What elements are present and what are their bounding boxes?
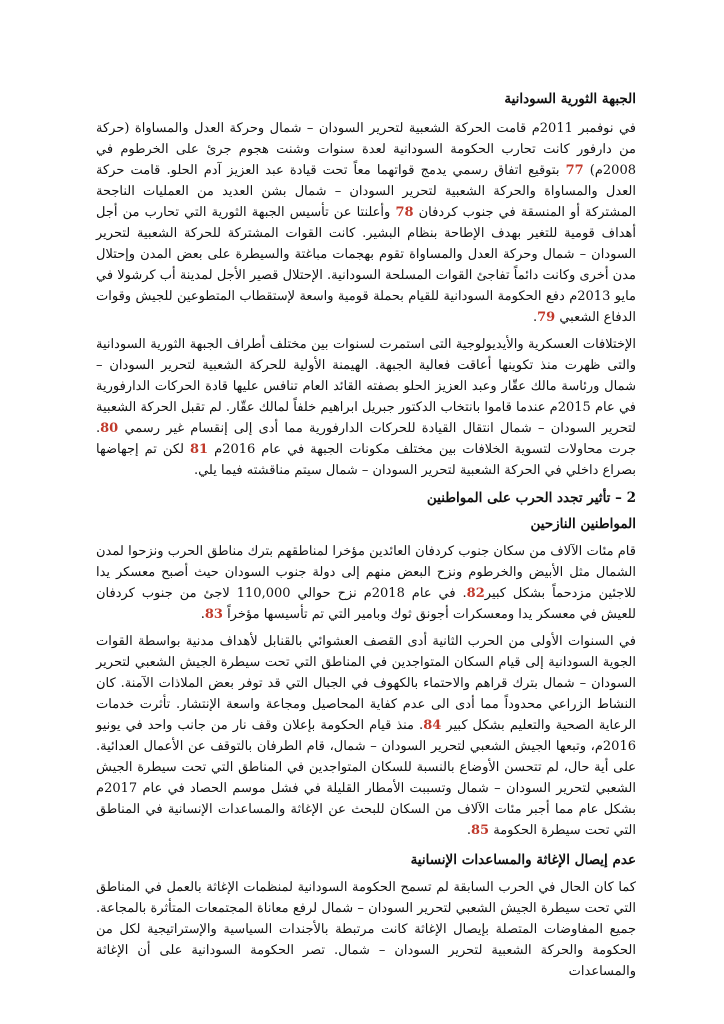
footnote-ref: 78 — [395, 205, 414, 220]
section-heading-war-impact: 2 – تأثير تجدد الحرب على المواطنين — [426, 490, 636, 506]
paragraph-1 — [96, 118, 636, 328]
footnote-ref: 77 — [565, 163, 584, 178]
footnote-ref: 82 — [466, 586, 485, 601]
text-run: لكن تم إجهاضها بصراع داخلي في الحركة الشعبية لتحرير السودان – شمال سيتم مناقشته فيما يلي. — [96, 442, 636, 478]
text-run: في السنوات الأولى من الحرب الثانية أدى القصف العشوائي بالقنابل لأهداف مدنية بواسطة القوات الجوية السودانية إلى قيام السكان المتواجدين في المناطق التي تحت سيطرة الجيش الشعبي لتحرير السودان – شمال بترك قراهم والاحتماء بالكهوف في الجبال التي قد توفر بعض الملاذات الآمنة. كان النشاط الزراعي محدوداً مما أدى الى عدم كفاية المحاصيل ومجاعة واسعة الإنتشار. تأثرت خدمات الرعاية الصحية والتعليم بشكل كبير — [96, 634, 636, 733]
subheading-displaced-citizens: المواطنين النازحين — [530, 516, 636, 532]
paragraph-4 — [96, 631, 636, 841]
subheading-aid-access: عدم إيصال الإغاثة والمساعدات الإنسانية — [410, 852, 636, 868]
footnote-ref: 80 — [100, 421, 119, 436]
footnote-ref: 84 — [423, 718, 442, 733]
section-heading-revolutionary-front: الجبهة الثورية السودانية — [504, 91, 636, 107]
footnote-ref: 81 — [190, 442, 209, 457]
text-run: . — [532, 310, 538, 325]
text-run: بتوقيع اتفاق رسمي يدمج قواتهما معاً تحت قيادة عبد العزيز آدم الحلو. قامت حركة العدل والمساواة والحركة الشعبية لتحرير السودان – شمال بشن العديد من العمليات الناجحة المشتركة أو المنسقة في جنوب كردفان — [96, 163, 636, 220]
text-run: . جرت محاولات لتسوية الخلافات بين مختلف مكونات الجبهة في عام 2016م — [96, 421, 637, 457]
paragraph-3 — [96, 541, 636, 625]
text-run: كما كان الحال في الحرب السابقة لم تسمح الحكومة السودانية لمنظمات الإغاثة بالعمل في المناطق التي تحت سيطرة الجيش الشعبي لتحرير السودان – شمال لرفع معاناة المجتمعات المتأثرة بالمجاعة. جميع المفاوضات المتصلة بإيصال الإغاثة كانت مرتبطة بالأجندات السياسية والإستراتيجية لكل من الحكومة والحركة الشعبية لتحرير السودان – شمال. تصر الحكومة السودانية على أن الإغاثة والمساعدات — [96, 880, 636, 979]
text-run: . في عام 2018م نزح حوالي 110,000 لاجئ من جنوب كردفان للعيش في معسكر يدا ومعسكرات أجونق ثوك وبامير التي تم تأسيسها مؤخراً — [96, 586, 636, 622]
paragraph-2 — [96, 334, 636, 481]
text-run: . — [466, 823, 471, 838]
text-run: . منذ قيام الحكومة بإعلان وقف نار من جانب واحد في يونيو 2016م، وتبعها الجيش الشعبي لتحرير السودان – شمال، قام الطرفان بالتوقف عن الأعمال العدائية. على أية حال، لم تتحسن الأوضاع بالنسبة للسكان المتواجدين في المناطق التي تحت سيطرة الجيش الشعبي لتحرير السودان – شمال وتسببت الأمطار القليلة في فشل موسم الحصاد في عام 2017م بشكل عام مما أجبر مئات الآلاف من السكان للبحث عن الإغاثة والمساعدات الإنسانية في المناطق التي تحت سيطرة الحكومة — [96, 718, 636, 838]
footnote-ref: 79 — [537, 310, 556, 325]
footnote-ref: 83 — [204, 607, 223, 622]
text-run: قام مئات الآلاف من سكان جنوب كردفان العائدين مؤخرا لمناطقهم بترك مناطق الحرب ونزحوا لمدن الشمال مثل الأبيض والخرطوم ونزح البعض منهم إلى دولة جنوب السودان حيث أصبح معسكر يدا للاجئين مزدحماً بشكل كبير — [96, 544, 636, 601]
paragraph-5 — [96, 877, 636, 982]
text-run: الإختلافات العسكرية والأيديولوجية التى استمرت لسنوات بين مختلف أطراف الجبهة الثورية السودانية والتى ظهرت منذ تكوينها أعاقت فعالية الجبهة. الهيمنة الأولية للحركة الشعبية لتحرير السودان – شمال ورئاسة مالك عقّار وعبد العزيز الحلو بصفته القائد العام تنافس عليها قادة الحركات الدارفورية في عام 2015م عندما قاموا بانتخاب الدكتور جبريل ابراهيم خلفاً لمالك عقّار. لم تقبل الحركة الشعبية لتحرير السودان – شمال انتقال القيادة للحركات الدارفورية مما أدى إلى إنقسام غير رسمي — [96, 337, 636, 436]
text-run: في نوفمبر 2011م قامت الحركة الشعبية لتحرير السودان – شمال وحركة العدل والمساواة (حركة من دارفور كانت تحارب الحكومة السودانية لعدة سنوات وشنت هجوم جرئ على الخرطوم في 2008م) — [96, 121, 637, 178]
text-run: . — [200, 607, 205, 622]
text-run: وأعلنتا عن تأسيس الجبهة الثورية التي تحارب من أجل أهداف قومية للتغير بهدف الإطاحة بنظام البشير. كانت القوات المشتركة للحركة الشعبية لتحرير السودان – شمال وحركة العدل والمساواة تقوم بهجمات مباغتة والسيطرة على بعض المدن وإحتلال مدن أخرى وكانت دائماً تفاجئ القوات المسلحة السودانية. الإحتلال قصير الأجل لمدينة أب كرشولا في مايو 2013م دفع الحكومة السودانية للقيام بحملة قومية واسعة لإستقطاب المتطوعين للجيش وقوات الدفاع الشعبي — [96, 205, 637, 325]
footnote-ref: 85 — [471, 823, 490, 838]
